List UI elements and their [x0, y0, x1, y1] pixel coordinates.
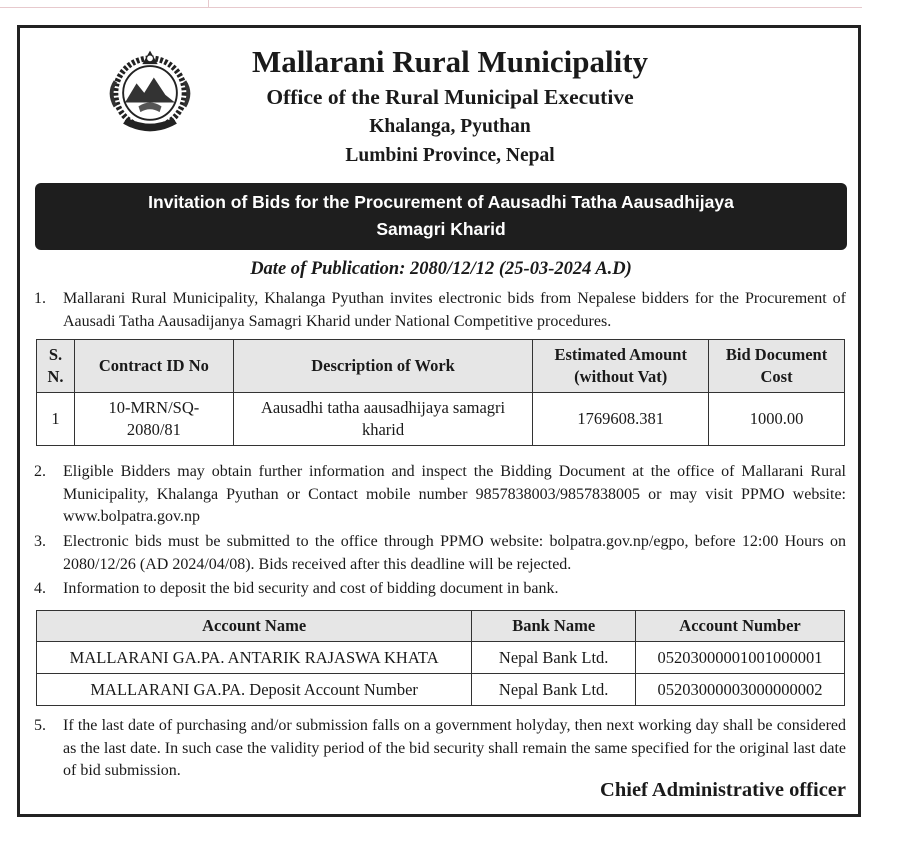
signatory-title: Chief Administrative officer — [600, 779, 846, 801]
cell-account-name: MALLARANI GA.PA. Deposit Account Number — [37, 674, 472, 706]
province: Lumbini Province, Nepal — [345, 145, 555, 166]
item-number: 2. — [34, 463, 46, 480]
list-item — [34, 578, 846, 601]
item-number: 1. — [34, 290, 46, 307]
item-number: 3. — [34, 533, 46, 550]
contract-table — [36, 339, 845, 446]
header-bank-name: Bank Name — [472, 611, 636, 642]
table-row — [37, 393, 845, 446]
page-divider-tick — [208, 0, 209, 8]
cell-description: Aausadhi tatha aausadhijaya samagri kharid — [233, 393, 533, 446]
header-description: Description of Work — [233, 340, 533, 393]
item-text: If the last date of purchasing and/or submission falls on a government holyday, then next working day shall be considered as the last date. In such case the validity period of the bid security shall remain the same specified for the original last date of bid submission. — [63, 717, 846, 779]
table-row — [37, 642, 845, 674]
table-header-row — [37, 611, 845, 642]
cell-bid-document-cost: 1000.00 — [709, 393, 845, 446]
header-account-name: Account Name — [37, 611, 472, 642]
item-number: 4. — [34, 580, 46, 597]
cell-sn: 1 — [37, 393, 75, 446]
table-header-row — [37, 340, 845, 393]
cell-account-name: MALLARANI GA.PA. ANTARIK RAJASWA KHATA — [37, 642, 472, 674]
bank-table — [36, 610, 845, 706]
location: Khalanga, Pyuthan — [369, 116, 531, 137]
cell-bank-name: Nepal Bank Ltd. — [472, 642, 636, 674]
item-text: Mallarani Rural Municipality, Khalanga Pyuthan invites electronic bids from Nepalese bidders for the Procurement of Aausadi Tatha Aausadijanya Samagri Kharid under National Competitive procedures. — [63, 290, 846, 330]
notice-title-banner — [35, 183, 847, 250]
office-name: Office of the Rural Municipal Executive — [266, 85, 634, 109]
page-divider — [0, 7, 862, 8]
item-text: Information to deposit the bid security and cost of bidding document in bank. — [63, 580, 559, 597]
item-text: Eligible Bidders may obtain further information and inspect the Bidding Document at the office of Mallarani Rural Municipality, Khalanga Pyuthan or Contact mobile number 9857838003/9857838005 or may visit PPMO website: www.bolpatra.gov.np — [63, 463, 846, 525]
list-item — [34, 715, 846, 783]
cell-bank-name: Nepal Bank Ltd. — [472, 674, 636, 706]
header-estimated-amount: Estimated Amount (without Vat) — [533, 340, 709, 393]
cell-contract-id: 10-MRN/SQ- 2080/81 — [74, 393, 233, 446]
notice-frame — [17, 25, 861, 817]
header-bid-document-cost: Bid Document Cost — [709, 340, 845, 393]
item-number: 5. — [34, 717, 46, 734]
publication-date: Date of Publication: 2080/12/12 (25-03-2024 A.D) — [250, 259, 632, 279]
header-account-number: Account Number — [636, 611, 845, 642]
municipality-title: Mallarani Rural Municipality — [251, 44, 649, 79]
table-row — [37, 674, 845, 706]
list-item — [34, 531, 846, 576]
item-text: Electronic bids must be submitted to the office through PPMO website: bolpatra.gov.np/egpo, before 12:00 Hours on 2080/12/26 (AD 2024/04/08). Bids received after this deadline will be rejected. — [63, 533, 846, 573]
notice-title-line2: Samagri Kharid — [376, 219, 506, 239]
cell-account-number: 05203000003000000002 — [636, 674, 845, 706]
list-item — [34, 461, 846, 529]
header-sn: S. N. — [37, 340, 75, 393]
cell-account-number: 05203000001001000001 — [636, 642, 845, 674]
header-contract-id: Contract ID No — [74, 340, 233, 393]
nepal-emblem-icon — [102, 43, 198, 139]
notice-title-line1: Invitation of Bids for the Procurement of Aausadhi Tatha Aausadhijaya — [148, 192, 734, 212]
list-item — [34, 288, 846, 333]
cell-estimated-amount: 1769608.381 — [533, 393, 709, 446]
